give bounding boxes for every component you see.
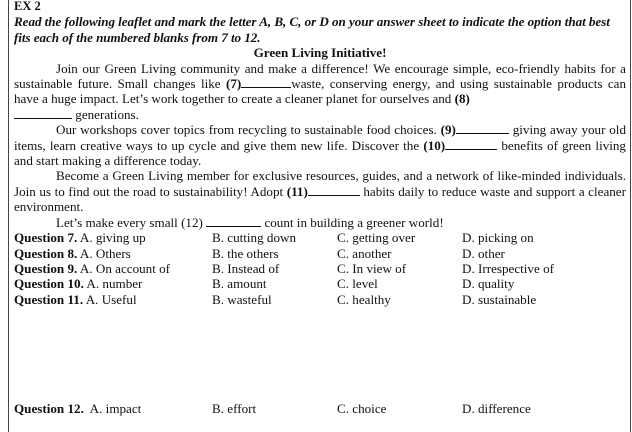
worksheet — [14, 0, 626, 416]
question-11: Question 11. A. Useful B. wasteful C. healthy D. sustainable — [14, 291, 537, 307]
blank-10[interactable] — [445, 138, 497, 150]
blank-7[interactable] — [241, 76, 291, 88]
option-12c[interactable]: C. choice — [337, 401, 387, 416]
option-12a[interactable]: A. impact — [89, 401, 142, 416]
option-9b[interactable]: B. Instead of — [212, 260, 280, 276]
option-8b[interactable]: B. the others — [212, 245, 279, 261]
blank-7-number: (7) — [225, 76, 242, 92]
blank-12[interactable] — [206, 215, 261, 227]
option-10c[interactable]: C. level — [337, 276, 378, 292]
option-12d[interactable]: D. difference — [462, 401, 531, 416]
paragraph-4: Let’s make every small (12) count in building a greener world! — [56, 214, 444, 230]
question-10: Question 10. A. number B. amount C. level D. quality — [14, 276, 515, 292]
option-8a[interactable]: A. Others — [79, 245, 131, 261]
option-11b[interactable]: B. wasteful — [212, 291, 272, 307]
question-7: Question 7. A. giving up B. cutting down C. getting over D. picking on — [14, 230, 534, 246]
blank-10-number: (10) — [423, 137, 446, 153]
blank-9[interactable] — [456, 122, 509, 134]
right-border — [630, 0, 631, 432]
option-12b[interactable]: B. effort — [212, 401, 257, 416]
question-list — [14, 230, 626, 307]
blank-11-number: (11) — [286, 183, 308, 199]
option-10b[interactable]: B. amount — [212, 276, 267, 292]
option-9d[interactable]: D. Irrespective of — [462, 260, 554, 276]
instruction: Read the following leaflet and mark the letter A, B, C, or D on your answer sheet to indicate the option that best fits each of the numbered blanks from 7 to 12. — [14, 14, 610, 45]
blank-8[interactable] — [14, 107, 72, 119]
option-7b[interactable]: B. cutting down — [212, 230, 297, 246]
option-8c[interactable]: C. another — [337, 245, 392, 261]
question-12: Question 12. A. impact B. effort C. choice D. difference — [14, 401, 531, 416]
option-10d[interactable]: D. quality — [462, 276, 515, 292]
option-8d[interactable]: D. other — [462, 245, 505, 261]
option-7d[interactable]: D. picking on — [462, 230, 534, 246]
paragraph-1: Join our Green Living community and make a difference! We encourage simple, eco-friendly habits for a sustainable future. Small changes like (7) waste, conserving energy, and using sustainable products can have a huge impact. Let’s work together to create a cleaner planet for ourselves and (8) generations. — [14, 60, 626, 122]
paragraph-3: Become a Green Living member for exclusive resources, guides, and a network of like-minded individuals. Join us to find out the road to sustainability! Adopt (11) habits daily to reduce waste and support a cleaner environment. — [14, 168, 626, 215]
left-border — [8, 0, 9, 432]
leaflet-title: Green Living Initiative! — [253, 45, 387, 61]
option-7a[interactable]: A. giving up — [79, 230, 146, 246]
option-11c[interactable]: C. healthy — [337, 291, 391, 307]
paragraph-2: Our workshops cover topics from recycling to sustainable food choices. (9) giving away your old items, learn creative ways to up cycle and give them new life. Discover the (10) benefits of green living and start making a difference today. — [14, 122, 626, 169]
option-10a[interactable]: A. number — [86, 276, 143, 292]
option-11a[interactable]: A. Useful — [85, 291, 137, 307]
blank-11[interactable] — [308, 184, 360, 196]
blank-9-number: (9) — [440, 122, 456, 138]
blank-8-number: (8) — [454, 91, 470, 107]
option-7c[interactable]: C. getting over — [337, 230, 416, 246]
question-8: Question 8. A. Others B. the others C. another D. other — [14, 245, 505, 261]
question-9: Question 9. A. On account of B. Instead of C. In view of D. Irrespective of — [14, 260, 554, 276]
exercise-label: EX 2 — [14, 0, 41, 13]
option-11d[interactable]: D. sustainable — [462, 291, 537, 307]
option-9a[interactable]: A. On account of — [79, 260, 171, 276]
option-9c[interactable]: C. In view of — [337, 260, 407, 276]
